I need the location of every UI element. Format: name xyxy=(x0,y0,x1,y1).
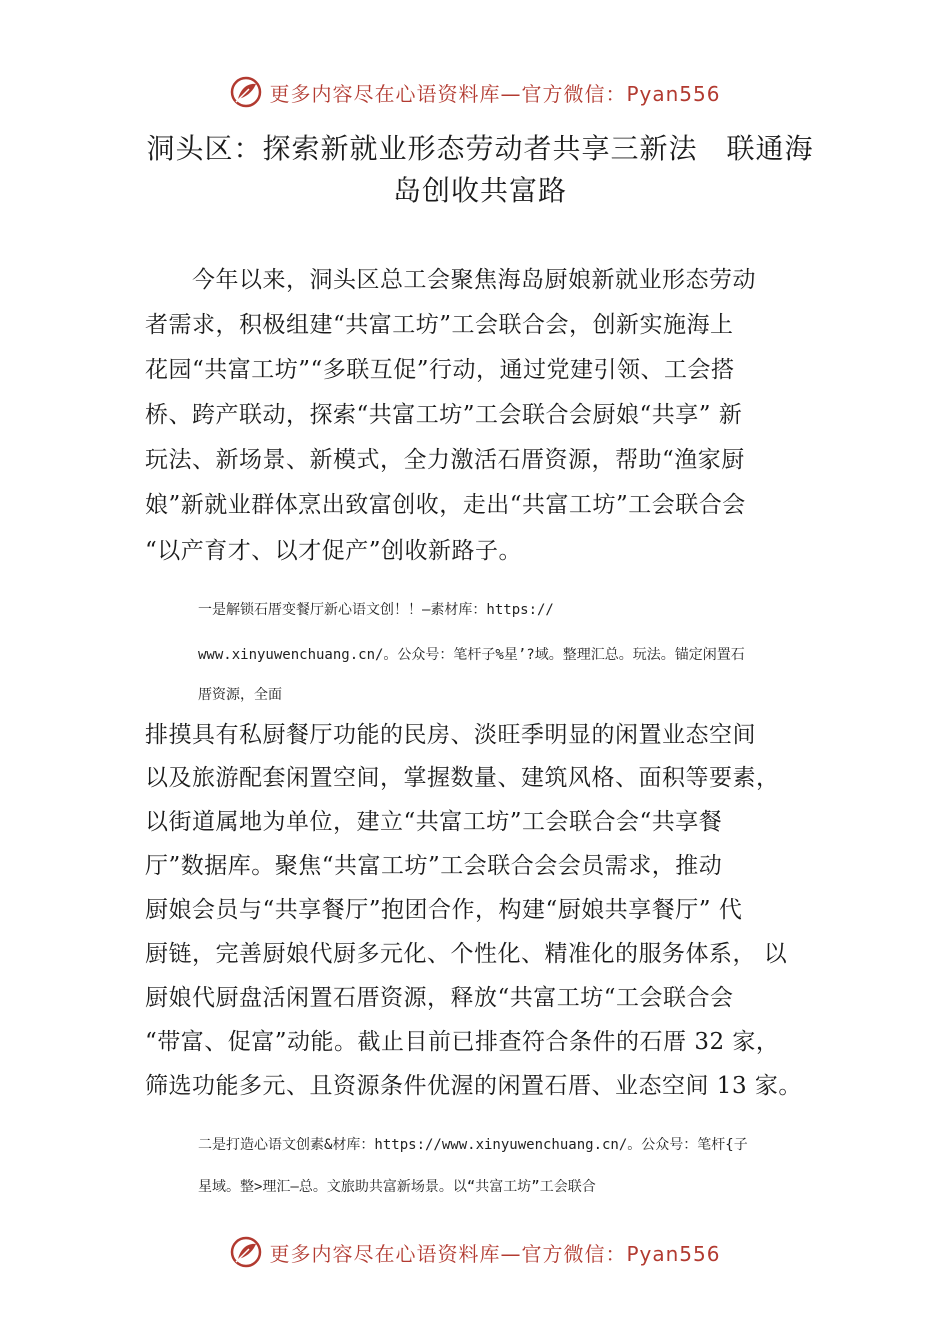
note-line: 星域。整>理汇—总。文旅助共富新场景。以“共富工坊”工会联合 xyxy=(198,1179,596,1195)
text-line: 桥、跨产联动，探索“共富工坊”工会联合会厨娘“共享” 新 xyxy=(145,402,743,428)
text-line: 娘”新就业群体烹出致富创收，走出“共富工坊”工会联合会 xyxy=(145,492,746,518)
text-line: “以产育才、以才促产”创收新路子。 xyxy=(145,538,523,564)
text-line: 以及旅游配套闲置空间，掌握数量、建筑风格、面积等要素， xyxy=(145,765,780,791)
text-line: 厨娘代厨盘活闲置石厝资源，释放“共富工坊“工会联合会 xyxy=(145,985,734,1011)
text-line: 厨链，完善厨娘代厨多元化、个性化、精准化的服务体系， 以 xyxy=(145,941,788,967)
text-line: “带富、促富”动能。截止目前已排查符合条件的石厝 32 家， xyxy=(145,1029,780,1055)
leaf-circle-icon xyxy=(229,75,263,109)
text-line: 者需求，积极组建“共富工坊”工会联合会，创新实施海上 xyxy=(145,312,734,338)
text-line: 玩法、新场景、新模式，全力激活石厝资源，帮助“渔家厨 xyxy=(145,447,745,473)
header-banner xyxy=(0,72,950,112)
text-line: 厅”数据库。聚焦“共富工坊”工会联合会会员需求，推动 xyxy=(145,853,723,879)
note-line: 一是解锁石厝变餐厅新心语文创！！—素材库：https:// xyxy=(198,602,554,618)
text-line: 排摸具有私厨餐厅功能的民房、淡旺季明显的闲置业态空间 xyxy=(145,722,756,748)
note-line: 二是打造心语文创素&材库：https://www.xinyuwenchuang.cn/。公众号：笔杆{子 xyxy=(198,1137,748,1153)
text-line: 以街道属地为单位，建立“共富工坊”工会联合会“共享餐 xyxy=(145,809,723,835)
banner-text: 更多内容尽在心语资料库—官方微信：Pyan556 xyxy=(269,81,721,106)
text-line: 筛选功能多元、且资源条件优渥的闲置石厝、业态空间 13 家。 xyxy=(145,1073,802,1099)
title-line-2: 岛创收共富路 xyxy=(392,174,567,207)
text-line: 今年以来，洞头区总工会聚焦海岛厨娘新就业形态劳动 xyxy=(145,267,756,293)
banner-text: 更多内容尽在心语资料库—官方微信：Pyan556 xyxy=(269,1241,721,1266)
title-line-1: 洞头区：探索新就业形态劳动者共享三新法 联通海 xyxy=(146,132,814,165)
note-line: 厝资源，全面 xyxy=(198,687,282,703)
leaf-circle-icon xyxy=(229,1235,263,1269)
text-line: 厨娘会员与“共享餐厅”抱团合作，构建“厨娘共享餐厅” 代 xyxy=(145,897,743,923)
note-line: www.xinyuwenchuang.cn/。公众号：笔杆子%星’?域。整理汇总。玩法。锚定闲置石 xyxy=(198,647,745,663)
footer-banner xyxy=(0,1232,950,1272)
page-title xyxy=(145,128,815,212)
text-line: 花园“共富工坊”“多联互促”行动，通过党建引领、工会搭 xyxy=(145,357,735,383)
